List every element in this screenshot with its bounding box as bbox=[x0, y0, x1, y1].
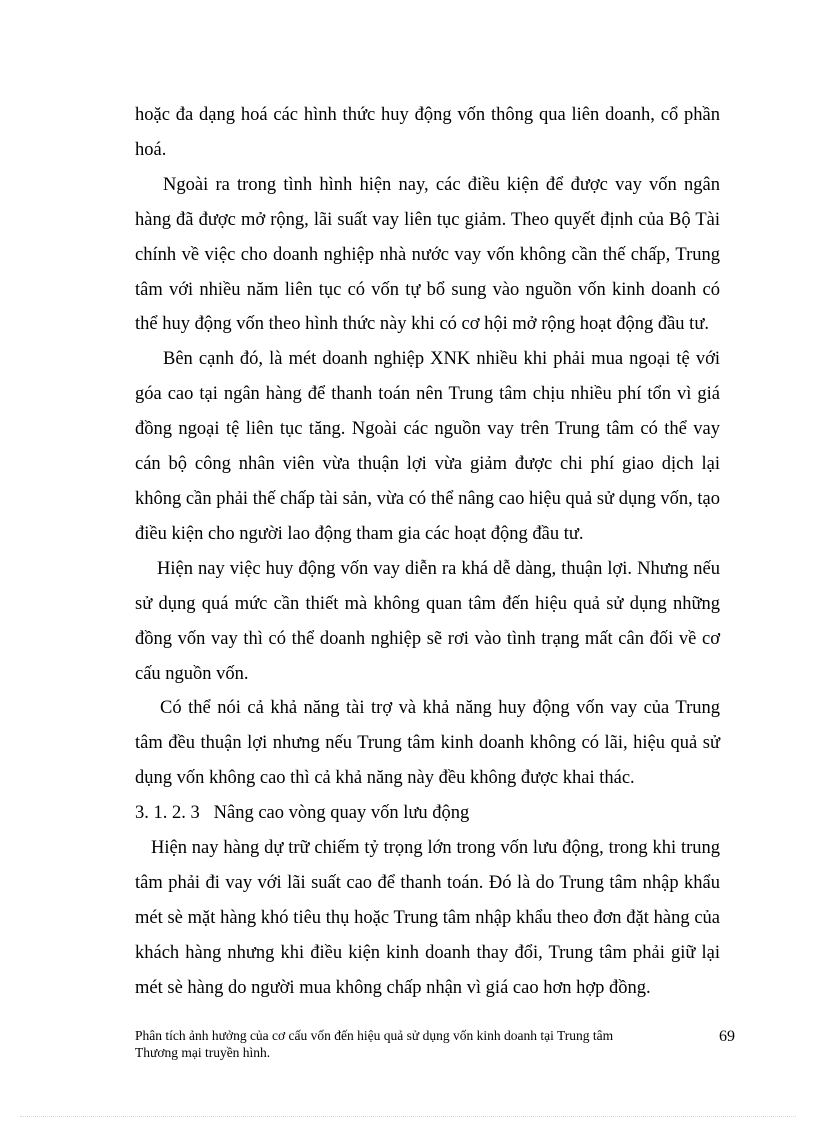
paragraph: Có thể nói cả khả năng tài trợ và khả năng huy động vốn vay của Trung tâm đều thuận lợi nhưng nếu Trung tâm kinh doanh không có lãi, hiệu quả sử dụng vốn không cao thì cả khả năng này đều không được khai thác. bbox=[135, 698, 720, 789]
paragraph: Hiện nay việc huy động vốn vay diễn ra khá dễ dàng, thuận lợi. Nhưng nếu sử dụng quá mức cần thiết mà không quan tâm đến hiệu quả sử dụng những đồng vốn vay thì có thể doanh nghiệp sẽ rơi vào tình trạng mất cân đối về cơ cấu nguồn vốn. bbox=[135, 558, 720, 684]
footer-line: Thương mại truyền hình. bbox=[135, 1045, 271, 1060]
paragraph: Bên cạnh đó, là mét doanh nghiệp XNK nhiều khi phải mua ngoại tệ với góa cao tại ngân hàng để thanh toán nên Trung tâm chịu nhiều phí tổn vì giá đồng ngoại tệ liên tục tăng. Ngoài các nguồn vay trên Trung tâm có thể vay cán bộ công nhân viên vừa thuận lợi vừa giảm được chi phí giao dịch lại không cần phải thế chấp tài sản, vừa có thể nâng cao hiệu quả sử dụng vốn, tạo điều kiện cho người lao động tham gia các hoạt động đầu tư. bbox=[135, 349, 720, 544]
page-footer bbox=[135, 1027, 695, 1061]
section-heading: 3. 1. 2. 3 Nâng cao vòng quay vốn lưu động bbox=[135, 803, 470, 824]
page-bottom-divider bbox=[20, 1116, 796, 1117]
body-text bbox=[135, 98, 720, 1006]
paragraph: Ngoài ra trong tình hình hiện nay, các điều kiện để được vay vốn ngân hàng đã được mở rộng, lãi suất vay liên tục giảm. Theo quyết định của Bộ Tài chính về việc cho doanh nghiệp nhà nước vay vốn không cần thế chấp, Trung tâm với nhiều năm liên tục có vốn tự bổ sung vào nguồn vốn kinh doanh có thể huy động vốn theo hình thức này khi có cơ hội mở rộng hoạt động đầu tư. bbox=[135, 174, 720, 335]
page-number: 69 bbox=[719, 1028, 735, 1045]
footer-line: Phân tích ảnh hưởng của cơ cấu vốn đến hiệu quả sử dụng vốn kinh doanh tại Trung tâm bbox=[135, 1028, 614, 1043]
paragraph: Hiện nay hàng dự trữ chiếm tỷ trọng lớn trong vốn lưu động, trong khi trung tâm phải đi vay với lãi suất cao để thanh toán. Đó là do Trung tâm nhập khẩu mét sè mặt hàng khó tiêu thụ hoặc Trung tâm nhập khẩu theo đơn đặt hàng của khách hàng nhưng khi điều kiện kinh doanh thay đổi, Trung tâm phải giữ lại mét sè hàng do người mua không chấp nhận vì giá cao hơn hợp đồng. bbox=[135, 838, 720, 998]
paragraph-continuation: hoặc đa dạng hoá các hình thức huy động vốn thông qua liên doanh, cổ phần hoá. bbox=[135, 105, 720, 160]
